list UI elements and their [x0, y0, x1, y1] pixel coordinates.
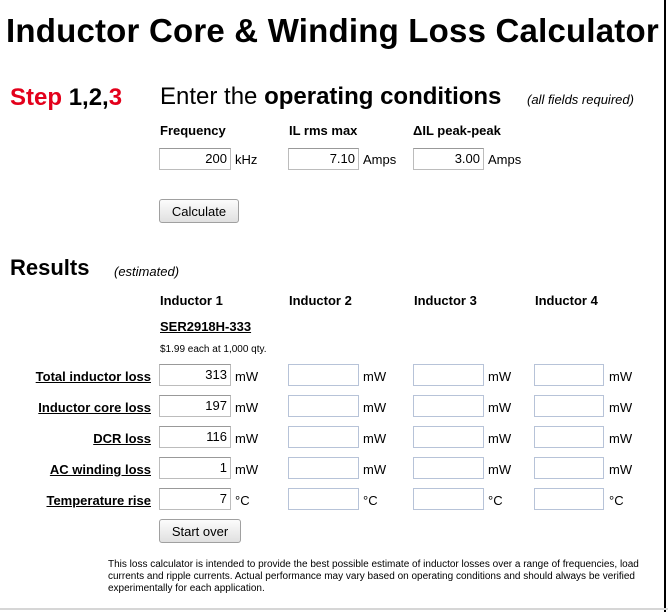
unit: °C [488, 493, 503, 508]
core-loss-inductor-4[interactable] [534, 395, 604, 417]
results-subtitle: (estimated) [114, 264, 180, 279]
unit: °C [363, 493, 378, 508]
unit: °C [609, 493, 624, 508]
unit: mW [235, 369, 259, 384]
page-title: Inductor Core & Winding Loss Calculator [6, 12, 659, 49]
dcr-loss-inductor-1[interactable]: 116 [159, 426, 231, 448]
unit: mW [609, 400, 633, 415]
unit: mW [235, 431, 259, 446]
total-loss-inductor-2[interactable] [288, 364, 359, 386]
heading-bold: operating conditions [264, 83, 502, 110]
ac-loss-inductor-2[interactable] [288, 457, 359, 479]
unit: °C [235, 493, 250, 508]
disclaimer-text: This loss calculator is intended to provide the best possible estimate of inductor losses over a range of frequencies, load currents and ripple currents. Actual performance may vary based on operating conditions and should always be verified experimentally for each application. [108, 559, 639, 594]
unit: mW [488, 369, 512, 384]
column-inductor-4: Inductor 4 [535, 293, 598, 308]
unit: mW [235, 462, 259, 477]
unit: mW [488, 431, 512, 446]
page-border-bottom [0, 608, 668, 610]
dcr-loss-inductor-2[interactable] [288, 426, 359, 448]
frequency-label: Frequency [160, 123, 226, 138]
frequency-unit: kHz [235, 152, 258, 167]
core-loss-inductor-2[interactable] [288, 395, 359, 417]
dcr-loss-inductor-4[interactable] [534, 426, 604, 448]
ac-loss-inductor-4[interactable] [534, 457, 604, 479]
unit: mW [609, 369, 633, 384]
step-current: 3 [108, 84, 123, 111]
il-rms-label: IL rms max [289, 123, 358, 138]
total-loss-inductor-4[interactable] [534, 364, 604, 386]
temp-rise-inductor-4[interactable] [534, 488, 604, 510]
temp-rise-inductor-3[interactable] [413, 488, 484, 510]
step-word: Step [10, 84, 63, 111]
column-inductor-2: Inductor 2 [289, 293, 352, 308]
total-loss-inductor-3[interactable] [413, 364, 484, 386]
unit: mW [488, 462, 512, 477]
il-rms-input[interactable]: 7.10 [288, 148, 359, 170]
heading-plain: Enter the [160, 83, 258, 110]
calculate-button[interactable]: Calculate [159, 199, 239, 223]
core-loss-inductor-1[interactable]: 197 [159, 395, 231, 417]
column-inductor-3: Inductor 3 [414, 293, 477, 308]
temp-rise-inductor-2[interactable] [288, 488, 359, 510]
required-note: (all fields required) [527, 92, 634, 107]
unit: mW [363, 431, 387, 446]
unit: mW [363, 462, 387, 477]
temp-rise-inductor-1[interactable]: 7 [159, 488, 231, 510]
frequency-input[interactable]: 200 [159, 148, 231, 170]
row-label-inductor-core-loss[interactable]: Inductor core loss [38, 400, 151, 415]
price-note: $1.99 each at 1,000 qty. [160, 344, 267, 355]
unit: mW [363, 369, 387, 384]
step-numbers: 1,2, [68, 84, 109, 111]
unit: mW [488, 400, 512, 415]
section-heading [160, 83, 501, 111]
start-over-button[interactable]: Start over [159, 519, 241, 543]
row-label-temperature-rise[interactable]: Temperature rise [46, 493, 151, 508]
ac-loss-inductor-3[interactable] [413, 457, 484, 479]
column-inductor-1: Inductor 1 [160, 293, 223, 308]
delta-il-label: ΔIL peak-peak [413, 123, 501, 138]
unit: mW [609, 462, 633, 477]
results-heading: Results [10, 255, 90, 280]
core-loss-inductor-3[interactable] [413, 395, 484, 417]
dcr-loss-inductor-3[interactable] [413, 426, 484, 448]
delta-il-input[interactable]: 3.00 [413, 148, 484, 170]
delta-il-unit: Amps [488, 152, 522, 167]
row-label-dcr-loss[interactable]: DCR loss [93, 431, 151, 446]
row-label-total-inductor-loss[interactable]: Total inductor loss [35, 369, 151, 384]
page-border-right [664, 0, 666, 612]
part-number-link[interactable]: SER2918H-333 [160, 319, 252, 334]
row-label-ac-winding-loss[interactable]: AC winding loss [49, 462, 151, 477]
total-loss-inductor-1[interactable]: 313 [159, 364, 231, 386]
unit: mW [235, 400, 259, 415]
ac-loss-inductor-1[interactable]: 1 [159, 457, 231, 479]
unit: mW [363, 400, 387, 415]
unit: mW [609, 431, 633, 446]
step-indicator [10, 84, 122, 112]
il-rms-unit: Amps [363, 152, 397, 167]
